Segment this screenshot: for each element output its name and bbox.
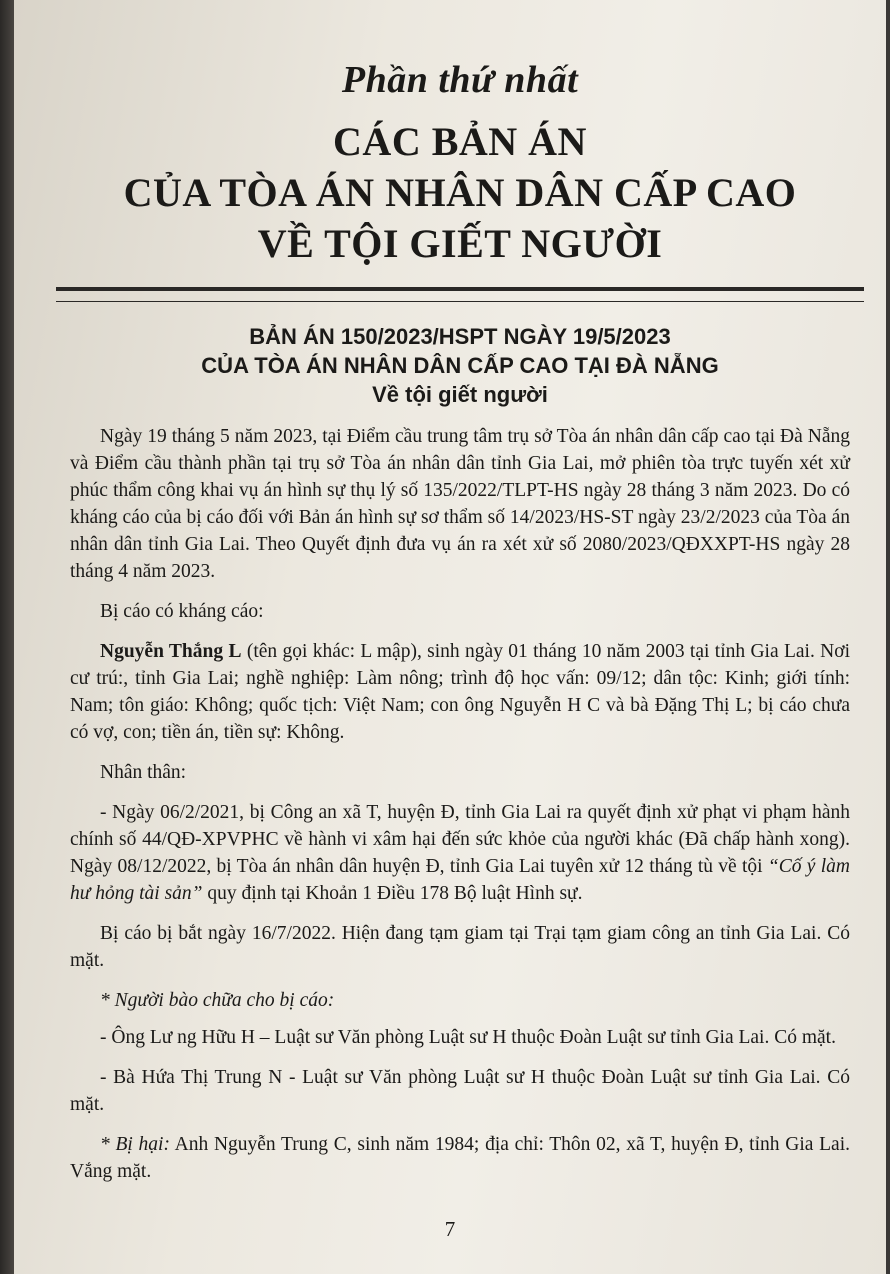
page-number: 7 <box>444 1217 456 1241</box>
victim-details: Anh Nguyễn Trung C, sinh năm 1984; địa chỉ: Thôn 02, xã T, huyện Đ, tỉnh Gia Lai. Vắng mặt. <box>70 1134 850 1182</box>
paragraph-defense-label <box>70 987 850 1014</box>
paragraph-session: Ngày 19 tháng 5 năm 2023, tại Điểm cầu trung tâm trụ sở Tòa án nhân dân cấp cao tại Đà Nẵng và Điểm cầu thành phần tại trụ sở Tòa án nhân dân tỉnh Gia Lai, mở phiên tòa trực tuyến xét xử phúc thẩm công khai vụ án hình sự thụ lý số 135/2022/TLPT-HS ngày 28 tháng 3 năm 2023. Do có kháng cáo của bị cáo đối với Bản án hình sự sơ thẩm số 14/2023/HS-ST ngày 23/2/2023 của Tòa án nhân dân tỉnh Gia Lai. Theo Quyết định đưa vụ án ra xét xử số 2080/2023/QĐXXPT-HS ngày 28 tháng 4 năm 2023. <box>70 426 850 582</box>
paragraph-background-label: Nhân thân: <box>100 762 187 783</box>
main-title-line-3: VỀ TỘI GIẾT NGƯỜI <box>257 221 663 266</box>
main-title-line-1: CÁC BẢN ÁN <box>333 119 587 164</box>
paragraph-victim <box>70 1131 850 1185</box>
title-divider <box>56 287 864 302</box>
book-page <box>14 0 886 1274</box>
case-heading-line-1: BẢN ÁN 150/2023/HSPT NGÀY 19/5/2023 <box>249 324 671 349</box>
part-title: Phần thứ nhất <box>341 59 579 101</box>
background-text-2: quy định tại Khoản 1 Điều 178 Bộ luật Hình sự. <box>202 883 583 904</box>
defendant-details: (tên gọi khác: L mập), sinh ngày 01 tháng 10 năm 2003 tại tỉnh Gia Lai. Nơi cư trú:, tỉnh Gia Lai; nghề nghiệp: Làm nông; trình độ học vấn: 09/12; dân tộc: Kinh; giới tính: Nam; tôn giáo: Không; quốc tịch: Việt Nam; con ông Nguyễn H C và bà Đặng Thị L; bị cáo chưa có vợ, con; tiền án, tiền sự: Không. <box>70 641 850 743</box>
paragraph-defendant <box>70 638 850 746</box>
case-body <box>70 423 850 1185</box>
paragraph-defender-2: - Bà Hứa Thị Trung N - Luật sư Văn phòng Luật sư H thuộc Đoàn Luật sư tỉnh Gia Lai. Có mặt. <box>70 1067 850 1115</box>
case-heading-line-2: CỦA TÒA ÁN NHÂN DÂN CẤP CAO TẠI ĐÀ NẴNG <box>201 353 719 378</box>
victim-label: * Bị hại: <box>100 1134 170 1155</box>
paragraph-detention: Bị cáo bị bắt ngày 16/7/2022. Hiện đang tạm giam tại Trại tạm giam công an tỉnh Gia Lai. Có mặt. <box>70 923 850 971</box>
paragraph-appellant-label: Bị cáo có kháng cáo: <box>100 601 264 622</box>
background-text-1: - Ngày 06/2/2021, bị Công an xã T, huyện Đ, tỉnh Gia Lai ra quyết định xử phạt vi phạm hành chính số 44/QĐ-XPVPHC về hành vi xâm hại đến sức khỏe của người khác (Đã chấp hành xong). Ngày 08/12/2022, bị Tòa án nhân dân huyện Đ, tỉnh Gia Lai tuyên xử 12 tháng tù về tội <box>70 802 850 877</box>
case-heading <box>70 322 850 409</box>
defendant-name: Nguyễn Thắng L <box>100 641 242 662</box>
paragraph-defender-1: - Ông Lư ng Hữu H – Luật sư Văn phòng Luật sư H thuộc Đoàn Luật sư tỉnh Gia Lai. Có mặt. <box>100 1027 836 1048</box>
page-content <box>70 58 850 1198</box>
case-heading-line-3: Về tội giết người <box>372 382 548 407</box>
book-spine-edge <box>0 0 14 1274</box>
main-title <box>70 116 850 269</box>
background-offense: “Cố ý làm hư hỏng tài sản” <box>70 856 850 904</box>
paragraph-background <box>70 799 850 907</box>
main-title-line-2: CỦA TÒA ÁN NHÂN DÂN CẤP CAO <box>123 170 797 215</box>
defense-label: * Người bào chữa cho bị cáo: <box>100 990 335 1011</box>
